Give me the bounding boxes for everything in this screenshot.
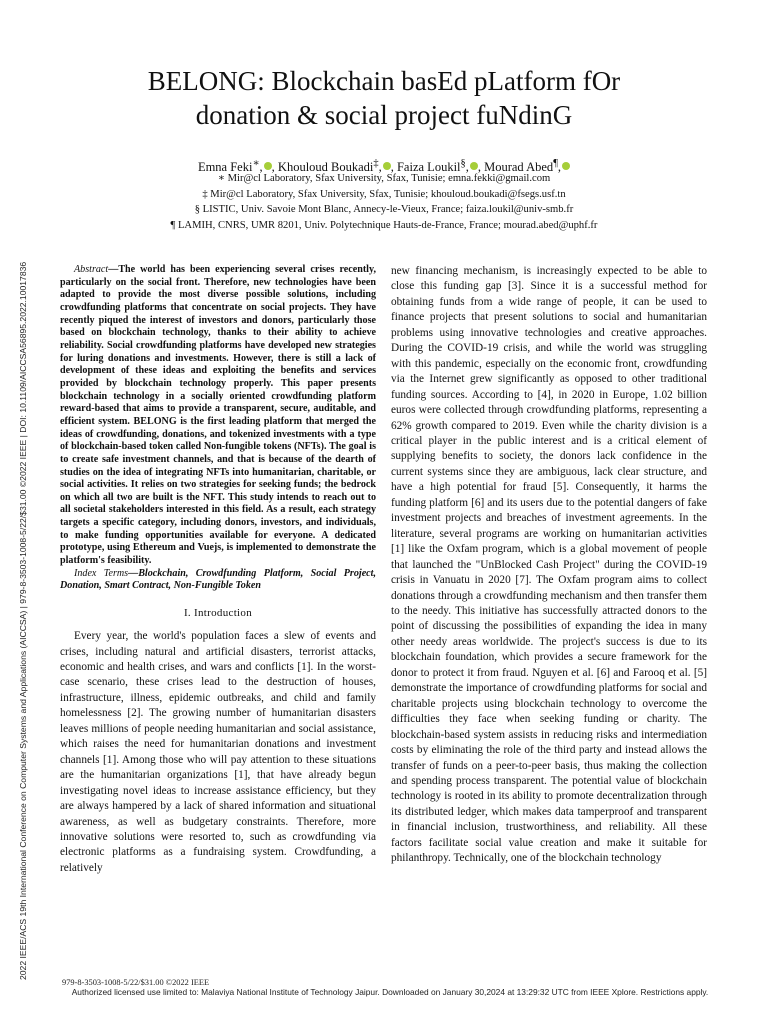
orcid-icon[interactable] bbox=[562, 162, 570, 170]
orcid-icon[interactable] bbox=[264, 162, 272, 170]
paper-title bbox=[60, 64, 708, 132]
abstract-label: Abstract bbox=[74, 264, 109, 275]
intro-paragraph-right: new financing mechanism, is increasingly expected to be able to close this funding gap [3]. Since it is a successful method for obtaining funds from a wide range of people, it can be used to finance projects that present solutions to social and humanitarian problems using innovative technologies and creative approaches. During the COVID-19 crisis, and while the world was struggling with this pandemic, especially on the economic front, crowdfunding via the Internet grew significantly as opposed to other traditional funding sources. According to [4], in 2020 in Europe, 1.02 billion euros were collected through crowdfunding platforms, representing a 62% growth compared to 2019. Even while the charity division is a critical player in the public interest and is a critical element of supplying benefits to society, the donors lack confidence in the current systems since they are ambiguous, lack clear structure, and have a high potential for fraud [5]. Consequently, it harms the funding platform [6] and its users due to the potential dangers of fake investment projects and breaches of investment agreements. In the literature, several programs are working on humanitarian activities [1] like the Oxfam program, which is a global movement of people that launched the "UnBlocked Cash Project" during the COVID-19 crisis in Vanuatu in 2020 [7]. The Oxfam program aims to collect donations through a crowdfunding mechanism and then transfer them to the needy. This initiative has successfully attracted donors to the point of discussing the possibilities of expanding the idea in many other needy areas worldwide. The project's success is due to its blockchain foundation, which provides a secure framework for the donor to protect it from fraud. Nguyen et al. [6] and Farooq et al. [5] demonstrate the importance of crowdfunding platforms for social and charitable projects using blockchain technology to overcome the difficulties they face when seeking funding or charity. The blockchain-based system assists in reducing risks and intermediation costs by eliminating the role of the third party and instead allows the transfer of funds on a peer-to-peer basis, thus making the collection and spending process transparent. The potential value of blockchain technology is rooted in its ability to promote decentralization through its distributed ledger, which makes data tamperproof and transparent in financial inclusion, trustworthiness, and reliability. All these factors facilitate social value creation and make it suitable for philanthropy. Technically, one of the blockchain technology bbox=[391, 265, 707, 865]
author-name: Emna Feki bbox=[197, 160, 253, 175]
author-list: Emna Feki∗, , Khouloud Boukadi‡, , Faiza Loukil§, , Mourad Abed¶, bbox=[60, 155, 708, 176]
orcid-icon[interactable] bbox=[470, 162, 478, 170]
affiliation-line: ‡ Mir@cl Laboratory, Sfax University, Sfax, Tunisie; khouloud.boukadi@fsegs.usf.tn bbox=[202, 188, 566, 200]
right-column bbox=[391, 264, 707, 867]
abstract-text: —The world has been experiencing several crises recently, particularly on the social front. Therefore, new technologies have been adapted to provide the most diverse possible solutions, including crowdfunding platforms that concentrate on social projects. They have recently piqued the interest of investors and donors, particularly those based on blockchain technology, thanks to their ability to achieve reliability. Social crowdfunding platforms have developed new strategies for luring donations and investments. However, there is still a lack of development of these ideas and exploiting the benefits and services provided by blockchain technology properly. This paper presents blockchain technology in a socially oriented crowdfunding platform reward-based that aims to provide a transparent, secure, auditable, and efficient system. BELONG is the first leading platform that merged the ideas of crowdfunding, donations, and tokenized investments with a type of blockchain-based token called Non-fungible tokens (NFTs). The goal is to create safe investment channels, and that is because of the dearth of studies on the idea of integrating NFTs into humanitarian, charitable, or social activities. It relies on two strategies for seeking funds; the bedrock on which all two are built is the NFT. This study intends to reach out to all societal stakeholders interested in this field. As a result, each strategy targets a specific category, including donors, investors, and individuals, to make funding opportunities available for everyone. A dedicated prototype, using Ethereum and Vuejs, is implemented to demonstrate the platform's feasibility. bbox=[60, 264, 376, 567]
author-mark: § bbox=[460, 158, 466, 169]
index-terms bbox=[60, 568, 376, 593]
section-heading: I. Introduction bbox=[183, 607, 253, 620]
author-mark: ¶ bbox=[553, 158, 558, 169]
author-mark: ∗ bbox=[252, 158, 260, 169]
index-terms-text: —Blockchain, Crowdfunding Platform, Social Project, Donation, Smart Contract, Non-Fungible Token bbox=[60, 567, 376, 592]
side-metadata-strip bbox=[12, 165, 28, 980]
affiliation-line: ¶ LAMIH, CNRS, UMR 8201, Univ. Polytechnique Hauts-de-France, France; mourad.abed@uphf.fr bbox=[170, 219, 598, 231]
affiliation-line: ∗ Mir@cl Laboratory, Sfax University, Sfax, Tunisie; emna.fekki@gmail.com bbox=[217, 173, 551, 184]
side-metadata-text: 2022 IEEE/ACS 19th International Conference on Computer Systems and Applications (AICCSA) | 979-8-3503-1008-5/22/$31.00 ©2022 IEEE | DOI: 10.1109/AICCSA56895.2022.10017836 bbox=[18, 261, 28, 980]
author-name: Mourad Abed bbox=[484, 160, 554, 175]
author-mark: ‡ bbox=[373, 158, 379, 169]
copyright-line: 979-8-3503-1008-5/22/$31.00 ©2022 IEEE bbox=[62, 978, 210, 987]
author-name: Khouloud Boukadi bbox=[277, 160, 374, 175]
author-name: Faiza Loukil bbox=[396, 160, 461, 175]
affiliation-line: § LISTIC, Univ. Savoie Mont Blanc, Annecy-le-Vieux, France; faiza.loukil@univ-smb.fr bbox=[194, 204, 574, 215]
title-line-2: donation & social project fuNdinG bbox=[195, 100, 573, 130]
left-column bbox=[60, 264, 376, 876]
orcid-icon[interactable] bbox=[383, 162, 391, 170]
title-line-1: BELONG: Blockchain basEd pLatform fOr bbox=[147, 66, 621, 96]
abstract bbox=[60, 264, 376, 568]
affiliations bbox=[60, 171, 708, 233]
intro-paragraph-left: Every year, the world's population faces a slew of events and crises, including natural and artificial disasters, terrorist attacks, economic and health crises, and wars and conflicts [1]. In the worst-case scenario, these crises lead to the destruction of houses, infrastructure, illness, epidemic outbreaks, and child and family homelessness [2]. The growing number of humanitarian disasters leaves millions of people needing humanitarian and social assistance, which raises the need for humanitarian donations and investment channels [1]. Among those who will pay attention to these situations are the humanitarian organizations [1], that have already begun investigating novel ideas to increase assistance efficiency, but they are always hampered by a lack of shared information and situational awareness, as well as budgetary constraints. Therefore, more innovative solutions were resorted to, such as crowdfunding via electronic platforms as a fundraising system. Crowdfunding, a relatively bbox=[60, 630, 376, 874]
license-notice: Authorized licensed use limited to: Malaviya National Institute of Technology Jaipur. Downloaded on January 30,2024 at 13:29:32 UTC from IEEE Xplore. Restrictions apply. bbox=[71, 987, 709, 997]
index-terms-label: Index Terms bbox=[74, 567, 129, 579]
